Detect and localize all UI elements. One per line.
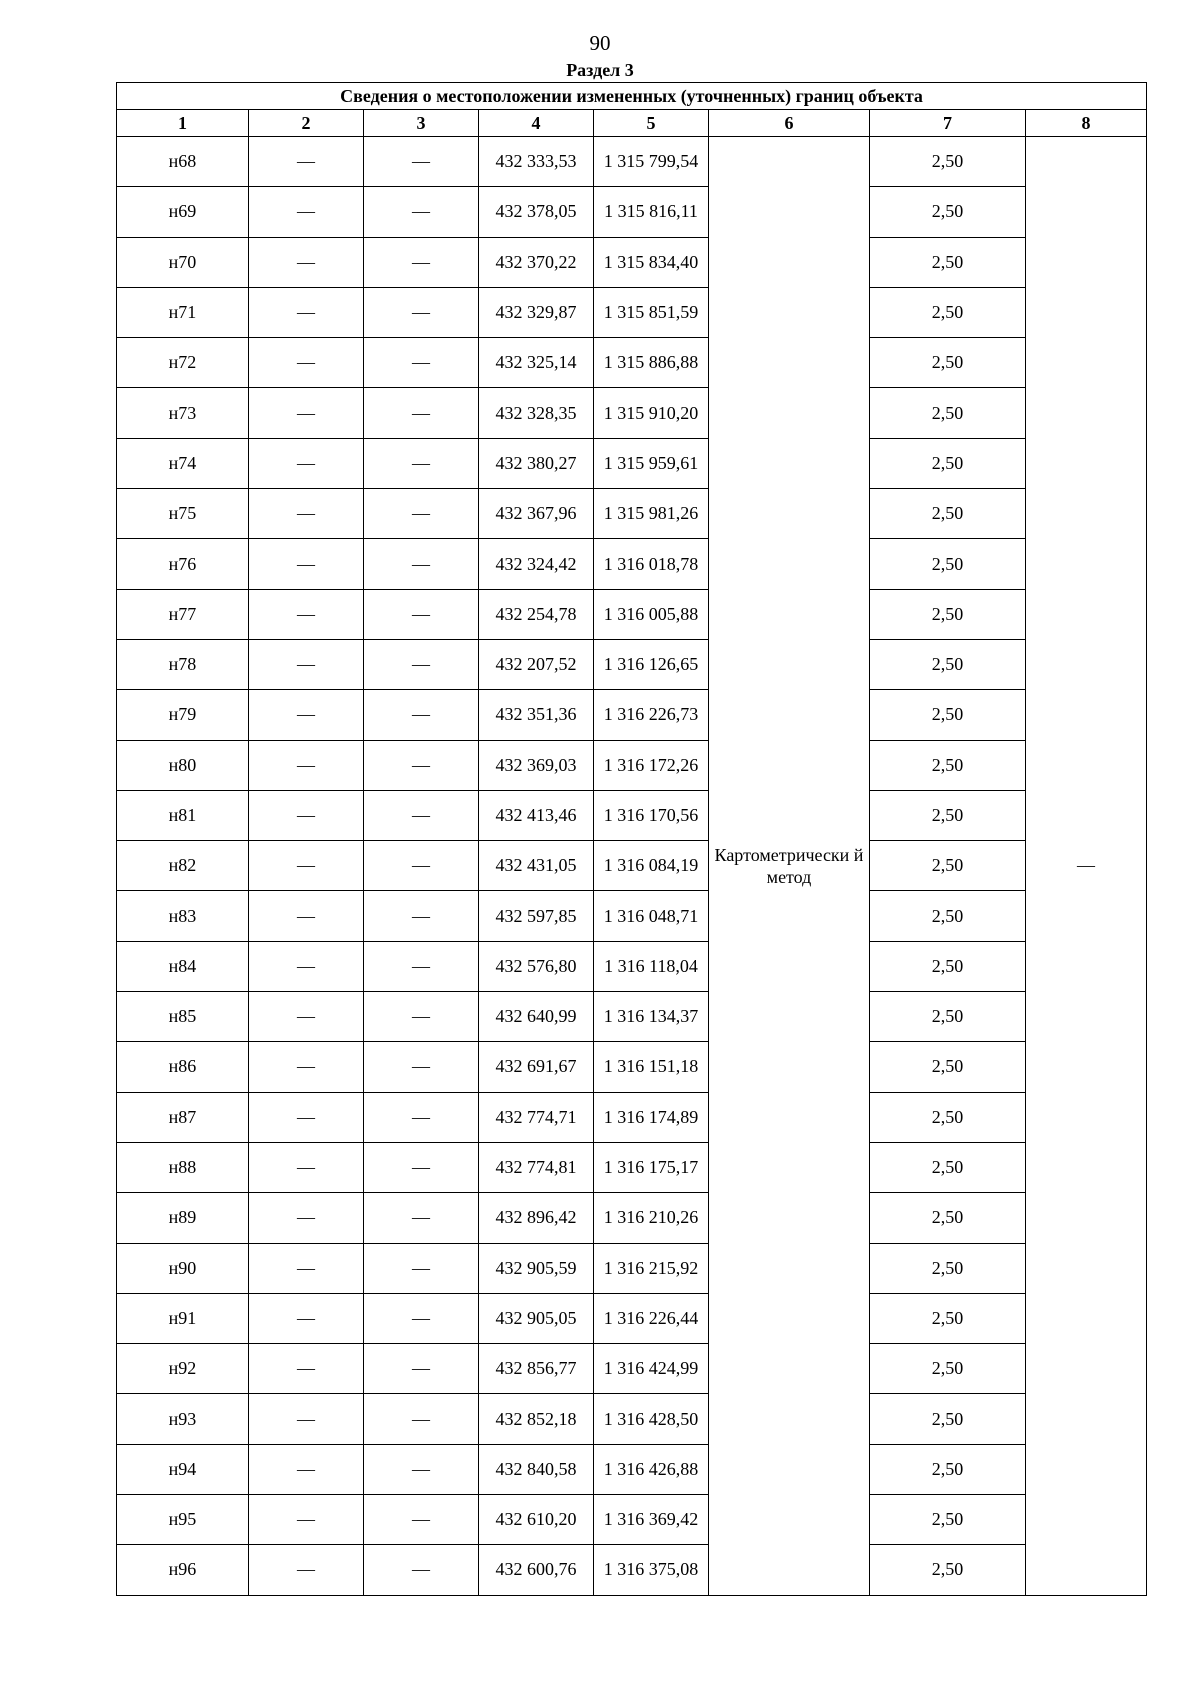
point-name-cell: н75 (117, 489, 249, 539)
column-3-cell: — (364, 790, 479, 840)
point-name-cell: н89 (117, 1193, 249, 1243)
x-coordinate-cell: 432 351,36 (479, 690, 594, 740)
point-name-cell: н80 (117, 740, 249, 790)
accuracy-cell: 2,50 (870, 941, 1026, 991)
point-name-cell: н76 (117, 539, 249, 589)
table-row (117, 1042, 1147, 1092)
method-cell: Картометрически й метод (709, 137, 870, 1596)
column-2-cell: — (249, 1092, 364, 1142)
x-coordinate-cell: 432 610,20 (479, 1495, 594, 1545)
y-coordinate-cell: 1 316 175,17 (594, 1142, 709, 1192)
accuracy-cell: 2,50 (870, 388, 1026, 438)
column-3-cell: — (364, 589, 479, 639)
table-row (117, 1394, 1147, 1444)
point-name-cell: н94 (117, 1444, 249, 1494)
x-coordinate-cell: 432 380,27 (479, 438, 594, 488)
x-coordinate-cell: 432 254,78 (479, 589, 594, 639)
column-2-cell: — (249, 841, 364, 891)
column-2-cell: — (249, 589, 364, 639)
table-row (117, 438, 1147, 488)
y-coordinate-cell: 1 316 424,99 (594, 1344, 709, 1394)
accuracy-cell: 2,50 (870, 992, 1026, 1042)
accuracy-cell: 2,50 (870, 1142, 1026, 1192)
point-name-cell: н78 (117, 639, 249, 689)
point-name-cell: н84 (117, 941, 249, 991)
table-caption: Сведения о местоположении измененных (уточненных) границ объекта (117, 83, 1147, 110)
x-coordinate-cell: 432 774,81 (479, 1142, 594, 1192)
table-row (117, 338, 1147, 388)
column-2-cell: — (249, 740, 364, 790)
table-row (117, 1243, 1147, 1293)
column-3-cell: — (364, 1193, 479, 1243)
table-row (117, 1344, 1147, 1394)
y-coordinate-cell: 1 316 226,73 (594, 690, 709, 740)
column-3-cell: — (364, 1243, 479, 1293)
table-row (117, 539, 1147, 589)
point-name-cell: н72 (117, 338, 249, 388)
x-coordinate-cell: 432 333,53 (479, 137, 594, 187)
accuracy-cell: 2,50 (870, 137, 1026, 187)
accuracy-cell: 2,50 (870, 1042, 1026, 1092)
column-3-cell: — (364, 237, 479, 287)
y-coordinate-cell: 1 316 118,04 (594, 941, 709, 991)
x-coordinate-cell: 432 840,58 (479, 1444, 594, 1494)
accuracy-cell: 2,50 (870, 1243, 1026, 1293)
point-name-cell: н88 (117, 1142, 249, 1192)
accuracy-cell: 2,50 (870, 237, 1026, 287)
x-coordinate-cell: 432 370,22 (479, 237, 594, 287)
table-row (117, 1545, 1147, 1595)
accuracy-cell: 2,50 (870, 1092, 1026, 1142)
column-3-cell: — (364, 992, 479, 1042)
point-name-cell: н86 (117, 1042, 249, 1092)
accuracy-cell: 2,50 (870, 740, 1026, 790)
column-3-cell: — (364, 287, 479, 337)
column-number-5: 5 (594, 110, 709, 137)
point-name-cell: н83 (117, 891, 249, 941)
x-coordinate-cell: 432 691,67 (479, 1042, 594, 1092)
table-row (117, 841, 1147, 891)
column-3-cell: — (364, 489, 479, 539)
y-coordinate-cell: 1 316 215,92 (594, 1243, 709, 1293)
x-coordinate-cell: 432 328,35 (479, 388, 594, 438)
column-number-row (117, 110, 1147, 137)
x-coordinate-cell: 432 367,96 (479, 489, 594, 539)
page-number: 90 (589, 31, 611, 55)
point-name-cell: н74 (117, 438, 249, 488)
accuracy-cell: 2,50 (870, 639, 1026, 689)
column-2-cell: — (249, 1394, 364, 1444)
x-coordinate-cell: 432 597,85 (479, 891, 594, 941)
column-number-8: 8 (1026, 110, 1147, 137)
column-2-cell: — (249, 1495, 364, 1545)
column-2-cell: — (249, 941, 364, 991)
column-number-7: 7 (870, 110, 1026, 137)
column-3-cell: — (364, 187, 479, 237)
x-coordinate-cell: 432 378,05 (479, 187, 594, 237)
x-coordinate-cell: 432 413,46 (479, 790, 594, 840)
y-coordinate-cell: 1 315 981,26 (594, 489, 709, 539)
column-number-4: 4 (479, 110, 594, 137)
column-number-6: 6 (709, 110, 870, 137)
point-name-cell: н92 (117, 1344, 249, 1394)
accuracy-cell: 2,50 (870, 1545, 1026, 1595)
column-2-cell: — (249, 1042, 364, 1092)
column-2-cell: — (249, 388, 364, 438)
table-row (117, 137, 1147, 187)
column-3-cell: — (364, 137, 479, 187)
table-row (117, 1092, 1147, 1142)
table-row (117, 891, 1147, 941)
table-body (117, 137, 1147, 1596)
x-coordinate-cell: 432 324,42 (479, 539, 594, 589)
column-2-cell: — (249, 287, 364, 337)
y-coordinate-cell: 1 316 375,08 (594, 1545, 709, 1595)
column-2-cell: — (249, 891, 364, 941)
y-coordinate-cell: 1 315 959,61 (594, 438, 709, 488)
accuracy-cell: 2,50 (870, 1444, 1026, 1494)
y-coordinate-cell: 1 316 151,18 (594, 1042, 709, 1092)
column-3-cell: — (364, 1444, 479, 1494)
column-number-3: 3 (364, 110, 479, 137)
x-coordinate-cell: 432 856,77 (479, 1344, 594, 1394)
accuracy-cell: 2,50 (870, 891, 1026, 941)
column-number-1: 1 (117, 110, 249, 137)
x-coordinate-cell: 432 640,99 (479, 992, 594, 1042)
column-3-cell: — (364, 1142, 479, 1192)
x-coordinate-cell: 432 576,80 (479, 941, 594, 991)
table-row (117, 388, 1147, 438)
column-2-cell: — (249, 1293, 364, 1343)
table-row (117, 740, 1147, 790)
table-row (117, 1495, 1147, 1545)
column-3-cell: — (364, 1545, 479, 1595)
point-name-cell: н95 (117, 1495, 249, 1545)
point-name-cell: н79 (117, 690, 249, 740)
point-name-cell: н87 (117, 1092, 249, 1142)
point-name-cell: н93 (117, 1394, 249, 1444)
table-row (117, 1293, 1147, 1343)
y-coordinate-cell: 1 315 834,40 (594, 237, 709, 287)
y-coordinate-cell: 1 316 134,37 (594, 992, 709, 1042)
x-coordinate-cell: 432 329,87 (479, 287, 594, 337)
column-2-cell: — (249, 1545, 364, 1595)
point-name-cell: н68 (117, 137, 249, 187)
y-coordinate-cell: 1 316 084,19 (594, 841, 709, 891)
table-row (117, 1193, 1147, 1243)
accuracy-cell: 2,50 (870, 690, 1026, 740)
y-coordinate-cell: 1 316 018,78 (594, 539, 709, 589)
column-2-cell: — (249, 790, 364, 840)
table-row (117, 589, 1147, 639)
accuracy-cell: 2,50 (870, 287, 1026, 337)
accuracy-cell: 2,50 (870, 338, 1026, 388)
x-coordinate-cell: 432 325,14 (479, 338, 594, 388)
column-2-cell: — (249, 1142, 364, 1192)
x-coordinate-cell: 432 905,59 (479, 1243, 594, 1293)
accuracy-cell: 2,50 (870, 1293, 1026, 1343)
column-3-cell: — (364, 1394, 479, 1444)
accuracy-cell: 2,50 (870, 1193, 1026, 1243)
accuracy-cell: 2,50 (870, 187, 1026, 237)
accuracy-cell: 2,50 (870, 790, 1026, 840)
column-3-cell: — (364, 891, 479, 941)
y-coordinate-cell: 1 316 174,89 (594, 1092, 709, 1142)
column-2-cell: — (249, 489, 364, 539)
point-name-cell: н90 (117, 1243, 249, 1293)
accuracy-cell: 2,50 (870, 589, 1026, 639)
column-3-cell: — (364, 941, 479, 991)
column-3-cell: — (364, 639, 479, 689)
point-name-cell: н91 (117, 1293, 249, 1343)
column-3-cell: — (364, 740, 479, 790)
column-3-cell: — (364, 1495, 479, 1545)
x-coordinate-cell: 432 774,71 (479, 1092, 594, 1142)
x-coordinate-cell: 432 905,05 (479, 1293, 594, 1343)
column-2-cell: — (249, 187, 364, 237)
y-coordinate-cell: 1 316 005,88 (594, 589, 709, 639)
accuracy-cell: 2,50 (870, 539, 1026, 589)
column-3-cell: — (364, 841, 479, 891)
x-coordinate-cell: 432 600,76 (479, 1545, 594, 1595)
column-2-cell: — (249, 237, 364, 287)
accuracy-cell: 2,50 (870, 438, 1026, 488)
y-coordinate-cell: 1 316 426,88 (594, 1444, 709, 1494)
column-2-cell: — (249, 1193, 364, 1243)
point-name-cell: н96 (117, 1545, 249, 1595)
x-coordinate-cell: 432 896,42 (479, 1193, 594, 1243)
column-3-cell: — (364, 388, 479, 438)
column-2-cell: — (249, 1444, 364, 1494)
column-2-cell: — (249, 992, 364, 1042)
table-row (117, 639, 1147, 689)
column-3-cell: — (364, 438, 479, 488)
column-2-cell: — (249, 338, 364, 388)
x-coordinate-cell: 432 431,05 (479, 841, 594, 891)
point-name-cell: н85 (117, 992, 249, 1042)
column-3-cell: — (364, 338, 479, 388)
y-coordinate-cell: 1 315 816,11 (594, 187, 709, 237)
table-row (117, 1142, 1147, 1192)
column-3-cell: — (364, 690, 479, 740)
y-coordinate-cell: 1 316 126,65 (594, 639, 709, 689)
column-3-cell: — (364, 539, 479, 589)
x-coordinate-cell: 432 852,18 (479, 1394, 594, 1444)
point-name-cell: н70 (117, 237, 249, 287)
table-row (117, 790, 1147, 840)
column-3-cell: — (364, 1293, 479, 1343)
column-2-cell: — (249, 1243, 364, 1293)
table-row (117, 237, 1147, 287)
column-2-cell: — (249, 539, 364, 589)
point-name-cell: н69 (117, 187, 249, 237)
column-2-cell: — (249, 639, 364, 689)
column-2-cell: — (249, 1344, 364, 1394)
table-row (117, 489, 1147, 539)
y-coordinate-cell: 1 315 851,59 (594, 287, 709, 337)
point-name-cell: н71 (117, 287, 249, 337)
y-coordinate-cell: 1 315 910,20 (594, 388, 709, 438)
x-coordinate-cell: 432 207,52 (479, 639, 594, 689)
table-row (117, 941, 1147, 991)
y-coordinate-cell: 1 316 048,71 (594, 891, 709, 941)
accuracy-cell: 2,50 (870, 1394, 1026, 1444)
accuracy-cell: 2,50 (870, 489, 1026, 539)
point-name-cell: н82 (117, 841, 249, 891)
table-row (117, 187, 1147, 237)
y-coordinate-cell: 1 316 369,42 (594, 1495, 709, 1545)
x-coordinate-cell: 432 369,03 (479, 740, 594, 790)
column-8-cell: — (1026, 137, 1147, 1596)
column-3-cell: — (364, 1042, 479, 1092)
point-name-cell: н81 (117, 790, 249, 840)
coordinates-table (116, 82, 1147, 1596)
column-2-cell: — (249, 137, 364, 187)
table-row (117, 1444, 1147, 1494)
y-coordinate-cell: 1 315 799,54 (594, 137, 709, 187)
section-title: Раздел 3 (566, 60, 634, 80)
point-name-cell: н77 (117, 589, 249, 639)
y-coordinate-cell: 1 316 428,50 (594, 1394, 709, 1444)
column-2-cell: — (249, 438, 364, 488)
point-name-cell: н73 (117, 388, 249, 438)
column-number-2: 2 (249, 110, 364, 137)
y-coordinate-cell: 1 315 886,88 (594, 338, 709, 388)
y-coordinate-cell: 1 316 172,26 (594, 740, 709, 790)
accuracy-cell: 2,50 (870, 1495, 1026, 1545)
table-row (117, 992, 1147, 1042)
table-row (117, 690, 1147, 740)
y-coordinate-cell: 1 316 170,56 (594, 790, 709, 840)
y-coordinate-cell: 1 316 210,26 (594, 1193, 709, 1243)
y-coordinate-cell: 1 316 226,44 (594, 1293, 709, 1343)
column-2-cell: — (249, 690, 364, 740)
column-3-cell: — (364, 1344, 479, 1394)
accuracy-cell: 2,50 (870, 841, 1026, 891)
column-3-cell: — (364, 1092, 479, 1142)
table-row (117, 287, 1147, 337)
accuracy-cell: 2,50 (870, 1344, 1026, 1394)
